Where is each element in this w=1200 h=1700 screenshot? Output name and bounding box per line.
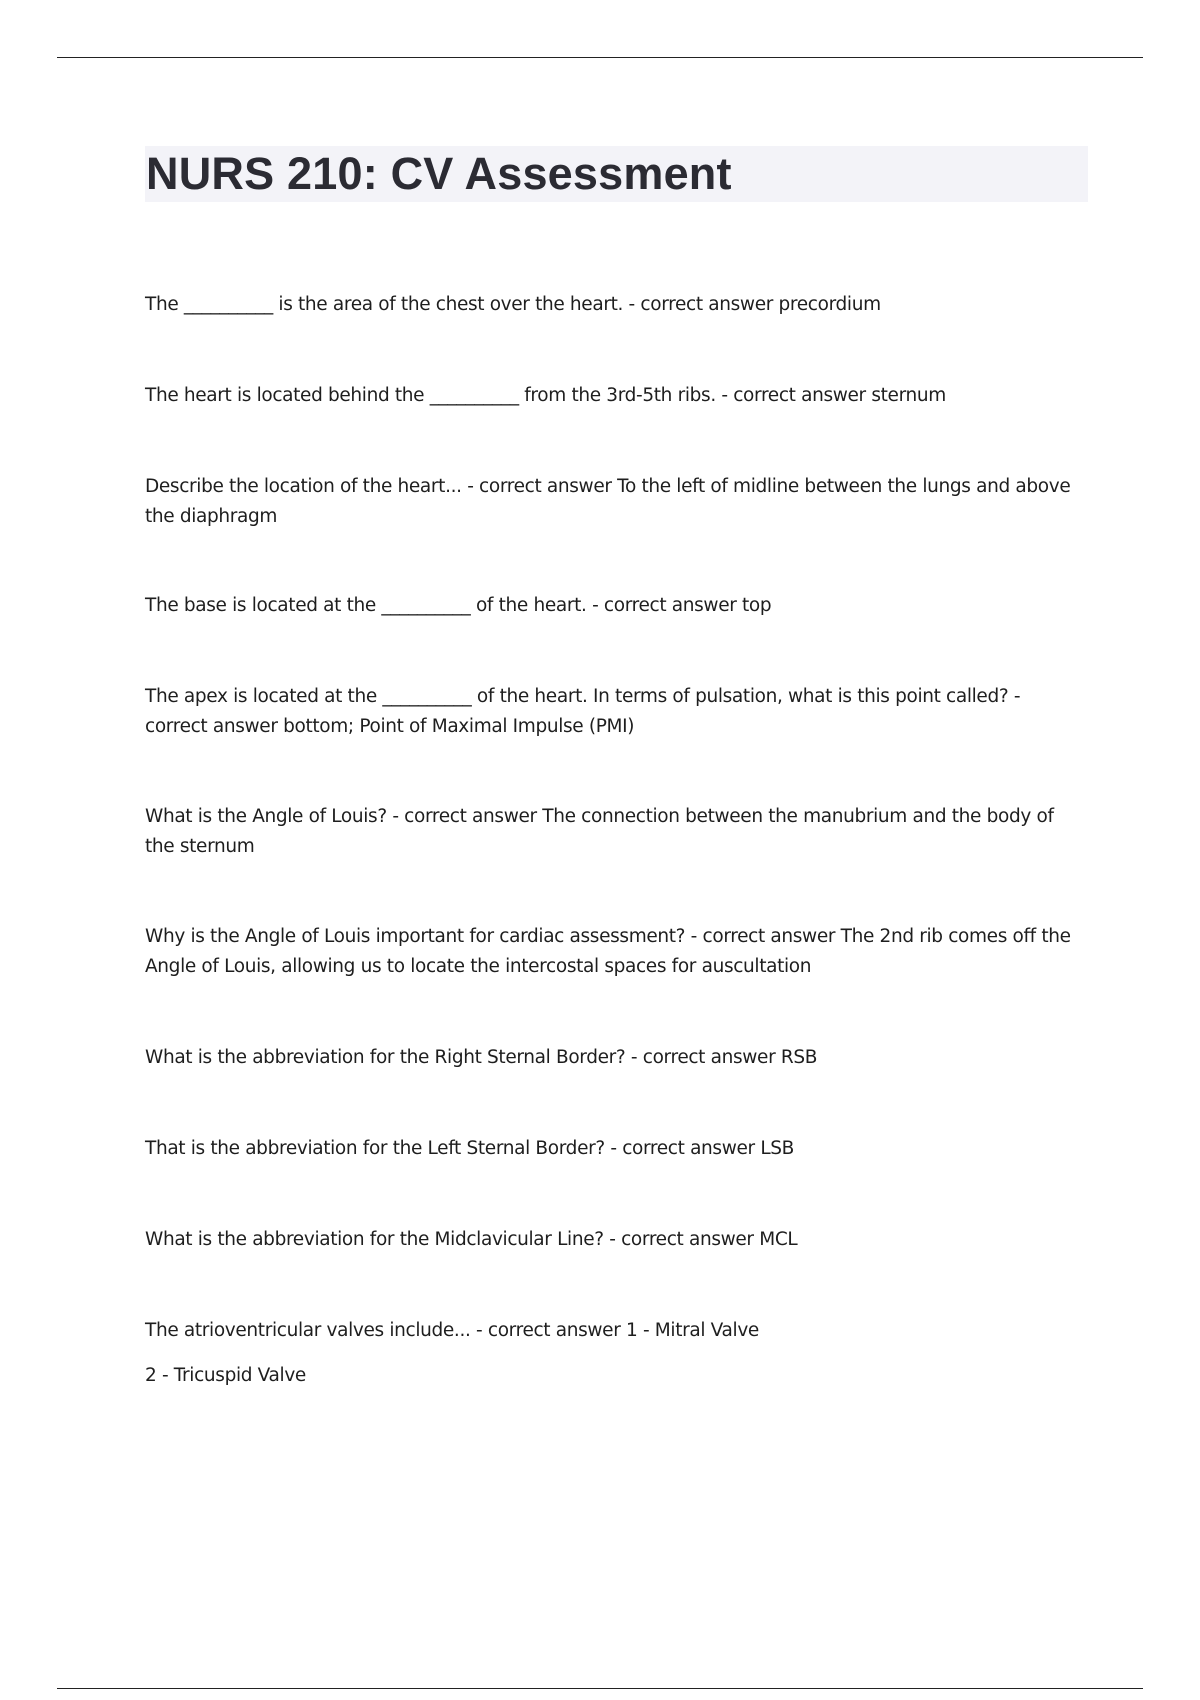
qa-item-2 bbox=[145, 381, 1085, 411]
page-title: NURS 210: CV Assessment bbox=[146, 148, 732, 199]
top-divider bbox=[57, 57, 1143, 58]
qa-item-7 bbox=[145, 922, 1085, 982]
qa-item-4 bbox=[145, 591, 1085, 621]
qa-item-11-continuation bbox=[145, 1361, 1085, 1391]
qa-item-9 bbox=[145, 1134, 1085, 1164]
qa-text: 2 - Tricuspid Valve bbox=[145, 1365, 306, 1386]
qa-text: Describe the location of the heart... - correct answer To the left of midline between the lungs and above the diaphragm bbox=[145, 476, 1076, 527]
qa-item-8 bbox=[145, 1043, 1085, 1073]
qa-text: The atrioventricular valves include... - correct answer 1 - Mitral Valve bbox=[145, 1320, 759, 1341]
qa-text: What is the Angle of Louis? - correct answer The connection between the manubrium and the body of the sternum bbox=[145, 806, 1060, 857]
qa-item-3 bbox=[145, 472, 1085, 532]
qa-text: Why is the Angle of Louis important for cardiac assessment? - correct answer The 2nd rib comes off the Angle of Louis, allowing us to locate the intercostal spaces for auscultation bbox=[145, 926, 1077, 977]
qa-item-11 bbox=[145, 1316, 1085, 1346]
qa-item-1 bbox=[145, 290, 1085, 320]
qa-text: The __________ is the area of the chest over the heart. - correct answer precordium bbox=[145, 294, 881, 315]
qa-text: What is the abbreviation for the Midclavicular Line? - correct answer MCL bbox=[145, 1229, 798, 1250]
qa-text: That is the abbreviation for the Left Sternal Border? - correct answer LSB bbox=[145, 1138, 795, 1159]
qa-text: The heart is located behind the __________ from the 3rd-5th ribs. - correct answer sternum bbox=[145, 385, 946, 406]
qa-text: The base is located at the __________ of the heart. - correct answer top bbox=[145, 595, 772, 616]
bottom-divider bbox=[57, 1688, 1143, 1689]
qa-item-6 bbox=[145, 802, 1085, 862]
qa-item-5 bbox=[145, 682, 1085, 742]
qa-text: What is the abbreviation for the Right Sternal Border? - correct answer RSB bbox=[145, 1047, 818, 1068]
qa-item-10 bbox=[145, 1225, 1085, 1255]
qa-text: The apex is located at the __________ of the heart. In terms of pulsation, what is this point called? - correct answer bottom; Point of Maximal Impulse (PMI) bbox=[145, 686, 1026, 737]
